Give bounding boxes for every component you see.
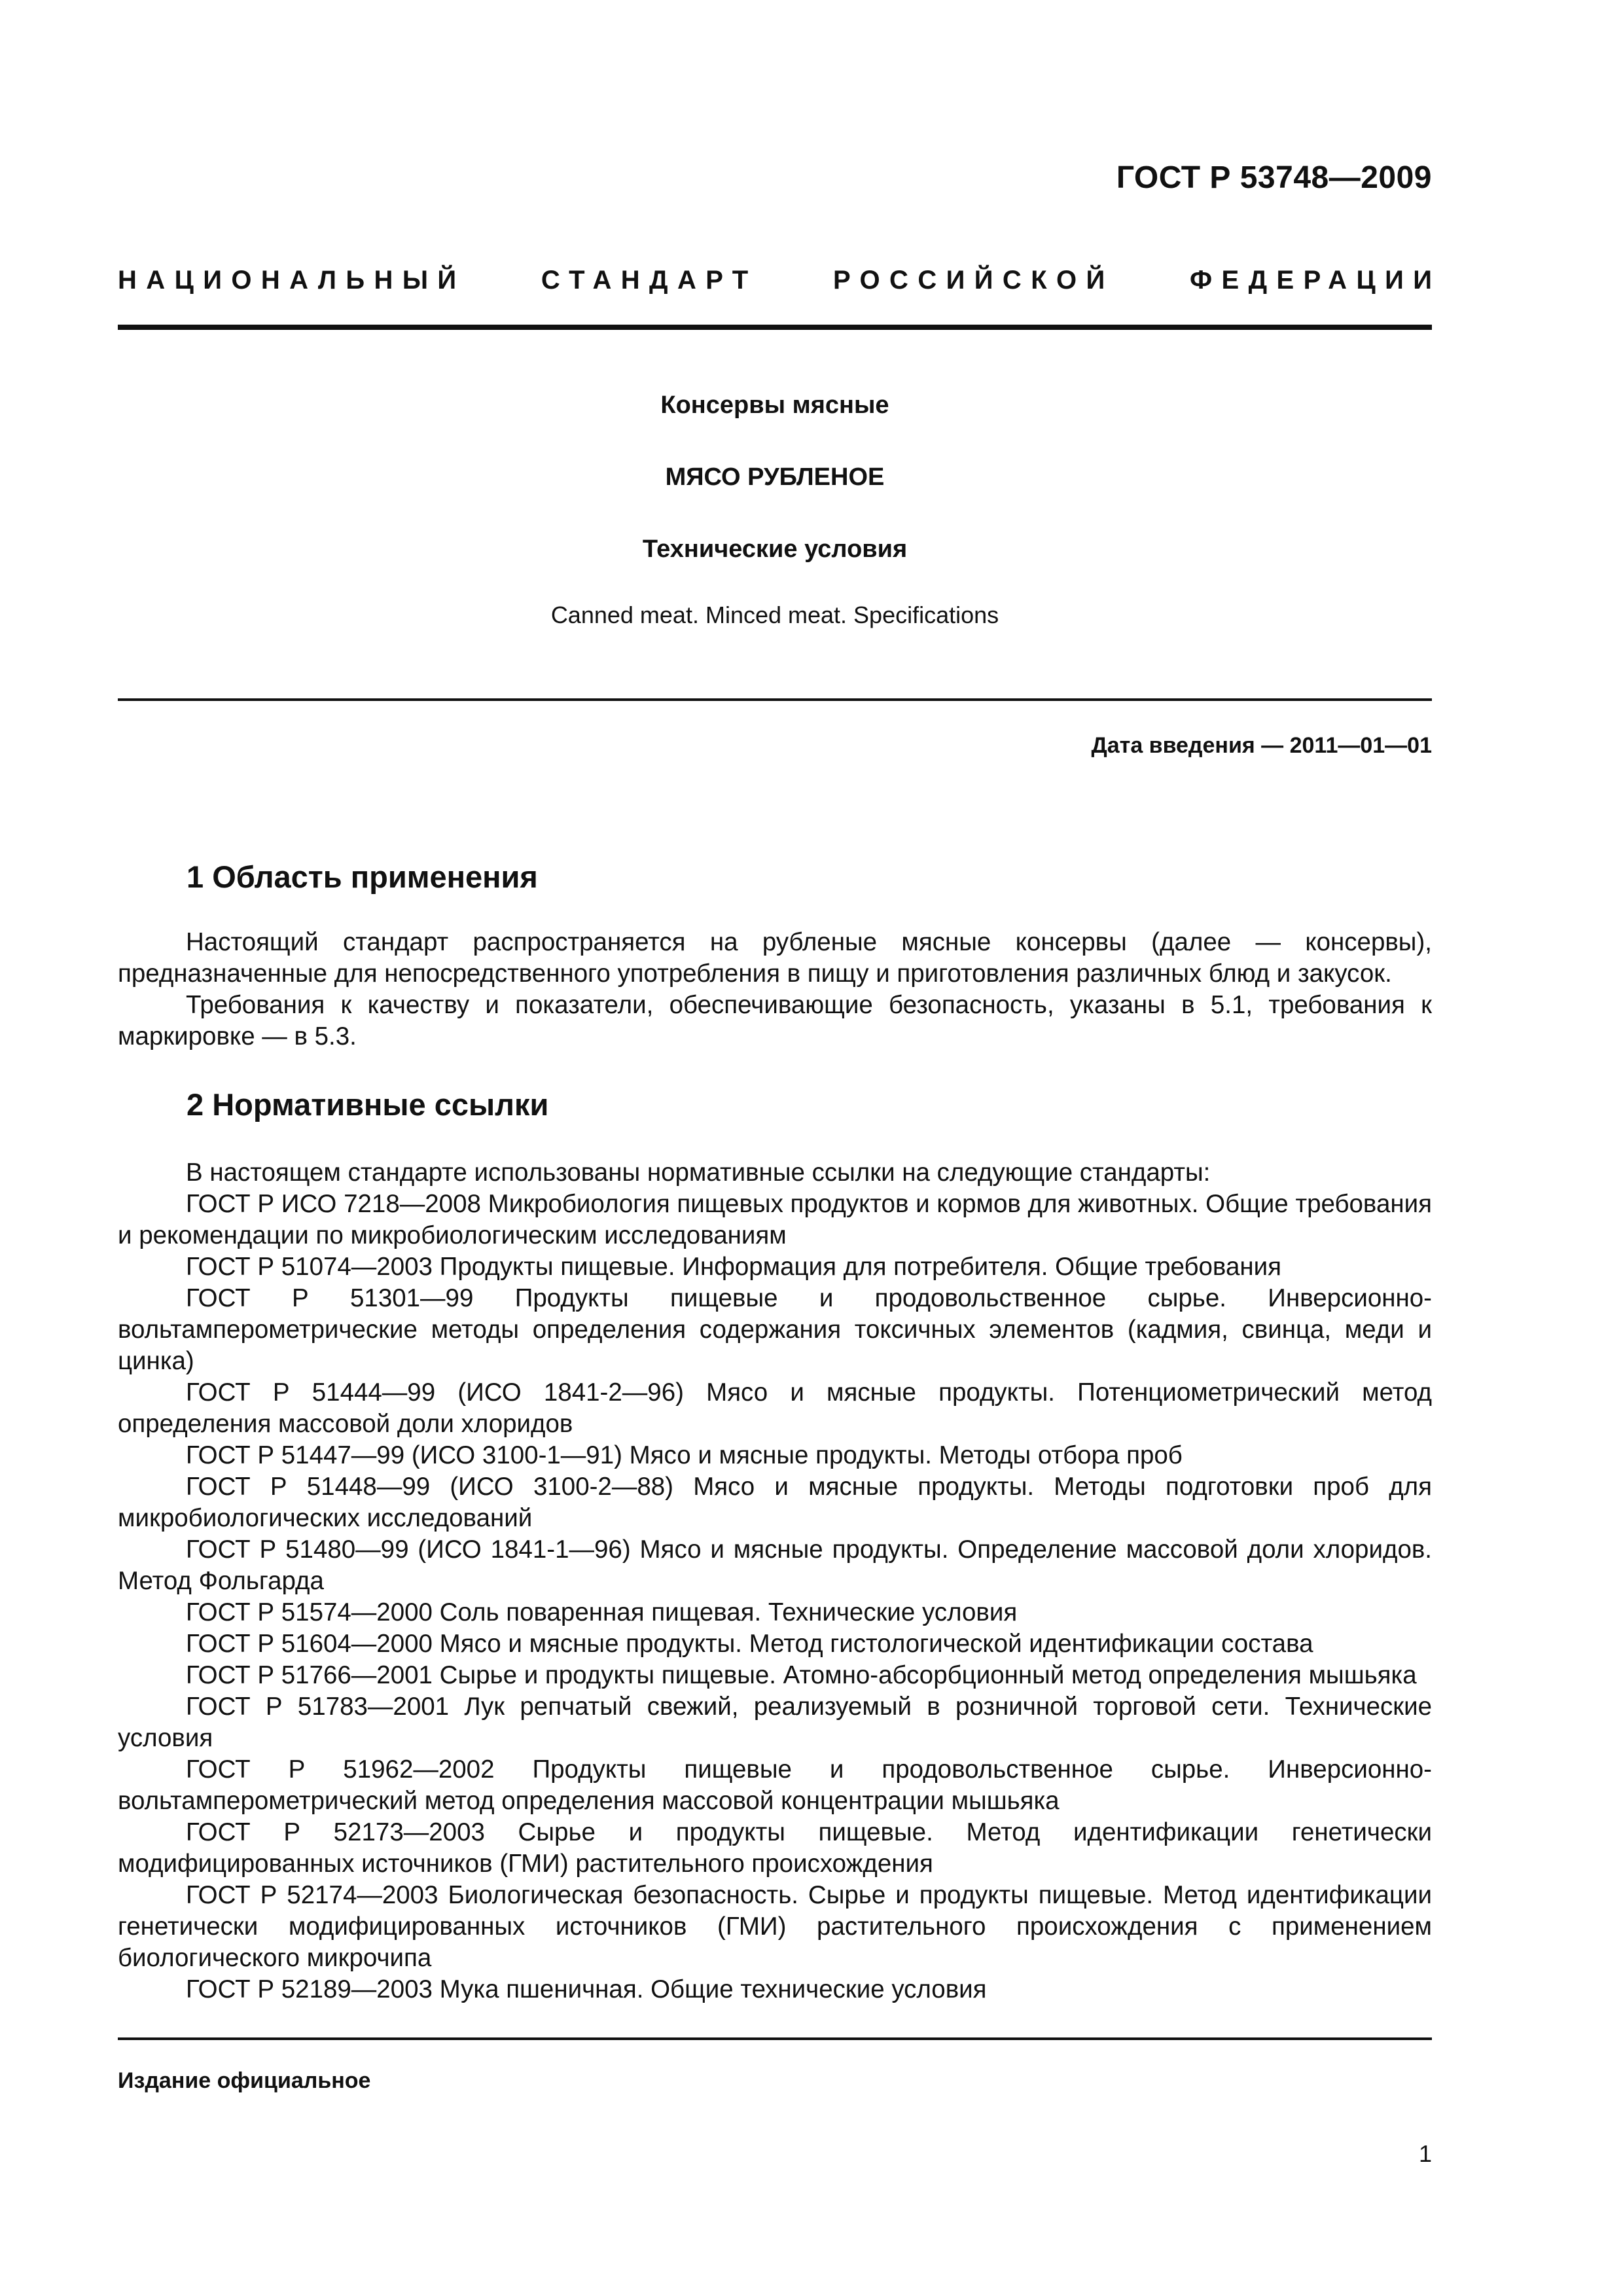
national-header-word: ФЕДЕРАЦИИ bbox=[1190, 266, 1442, 295]
paragraph: Требования к качеству и показатели, обеспечивающие безопасность, указаны в 5.1, требования к маркировке — в 5.3. bbox=[118, 991, 1432, 1050]
title-line-2: МЯСО РУБЛЕНОЕ bbox=[665, 463, 885, 491]
title-line-1: Консервы мясные bbox=[660, 391, 889, 419]
title-divider bbox=[118, 698, 1432, 701]
reference-item: ГОСТ Р ИСО 7218—2008 Микробиология пищевых продуктов и кормов для животных. Общие требования и рекомендации по микробиологическим исследованиям bbox=[118, 1190, 1432, 1249]
page-number: 1 bbox=[1418, 2140, 1432, 2167]
reference-item: ГОСТ Р 52173—2003 Сырье и продукты пищевые. Метод идентификации генетически модифицированных источников (ГМИ) растительного происхождения bbox=[118, 1818, 1432, 1878]
reference-item: ГОСТ Р 52174—2003 Биологическая безопасность. Сырье и продукты пищевые. Метод идентификации генетически модифицированных источников (ГМИ) растительного происхождения с применением биологического микрочипа bbox=[118, 1881, 1432, 1972]
reference-item: ГОСТ Р 51301—99 Продукты пищевые и продовольственное сырье. Инверсионно-вольтамперометрические методы определения содержания токсичных элементов (кадмия, свинца, меди и цинка) bbox=[118, 1284, 1432, 1375]
reference-item: ГОСТ Р 51604—2000 Мясо и мясные продукты. Метод гистологической идентификации состава bbox=[186, 1630, 1313, 1658]
english-title: Canned meat. Minced meat. Specifications bbox=[550, 601, 999, 628]
section-1-heading: 1 Область применения bbox=[187, 859, 538, 894]
paragraph: Настоящий стандарт распространяется на рубленые мясные консервы (далее — консервы), предназначенные для непосредственного употребления в пищу и приготовления различных блюд и закусок. bbox=[118, 928, 1432, 988]
title-line-3: Технические условия bbox=[642, 535, 908, 563]
header-divider bbox=[118, 325, 1432, 330]
reference-item: ГОСТ Р 51444—99 (ИСО 1841-2—96) Мясо и мясные продукты. Потенциометрический метод определения массовой доли хлоридов bbox=[118, 1378, 1432, 1438]
reference-item: ГОСТ Р 51962—2002 Продукты пищевые и продовольственное сырье. Инверсионно-вольтамперометрический метод определения массовой концентрации мышьяка bbox=[118, 1755, 1432, 1815]
document-number: ГОСТ Р 53748—2009 bbox=[1116, 160, 1432, 195]
section-1-body bbox=[118, 927, 1432, 1052]
footer-divider bbox=[118, 2037, 1432, 2040]
national-header-word: НАЦИОНАЛЬНЫЙ bbox=[118, 266, 466, 295]
national-standard-header bbox=[118, 266, 1442, 295]
paragraph: В настоящем стандарте использованы нормативные ссылки на следующие стандарты: bbox=[186, 1158, 1211, 1187]
section-2-body bbox=[118, 1157, 1432, 2005]
section-2-heading: 2 Нормативные ссылки bbox=[187, 1087, 549, 1122]
reference-item: ГОСТ Р 51074—2003 Продукты пищевые. Информация для потребителя. Общие требования bbox=[186, 1253, 1281, 1281]
national-header-word: СТАНДАРТ bbox=[541, 266, 758, 295]
reference-item: ГОСТ Р 51448—99 (ИСО 3100-2—88) Мясо и мясные продукты. Методы подготовки проб для микробиологических исследований bbox=[118, 1473, 1432, 1532]
reference-item: ГОСТ Р 51783—2001 Лук репчатый свежий, реализуемый в розничной торговой сети. Технические условия bbox=[118, 1693, 1432, 1752]
reference-item: ГОСТ Р 52189—2003 Мука пшеничная. Общие технические условия bbox=[186, 1975, 987, 2003]
reference-item: ГОСТ Р 51574—2000 Соль поваренная пищевая. Технические условия bbox=[186, 1598, 1018, 1626]
national-header-word: РОССИЙСКОЙ bbox=[832, 266, 1115, 295]
reference-item: ГОСТ Р 51447—99 (ИСО 3100-1—91) Мясо и мясные продукты. Методы отбора проб bbox=[186, 1441, 1183, 1469]
reference-item: ГОСТ Р 51480—99 (ИСО 1841-1—96) Мясо и мясные продукты. Определение массовой доли хлоридов. Метод Фольгарда bbox=[118, 1535, 1432, 1595]
introduction-date: Дата введения — 2011—01—01 bbox=[1091, 733, 1432, 758]
reference-item: ГОСТ Р 51766—2001 Сырье и продукты пищевые. Атомно-абсорбционный метод определения мышьяка bbox=[186, 1661, 1417, 1689]
official-edition-label: Издание официальное bbox=[118, 2068, 371, 2093]
